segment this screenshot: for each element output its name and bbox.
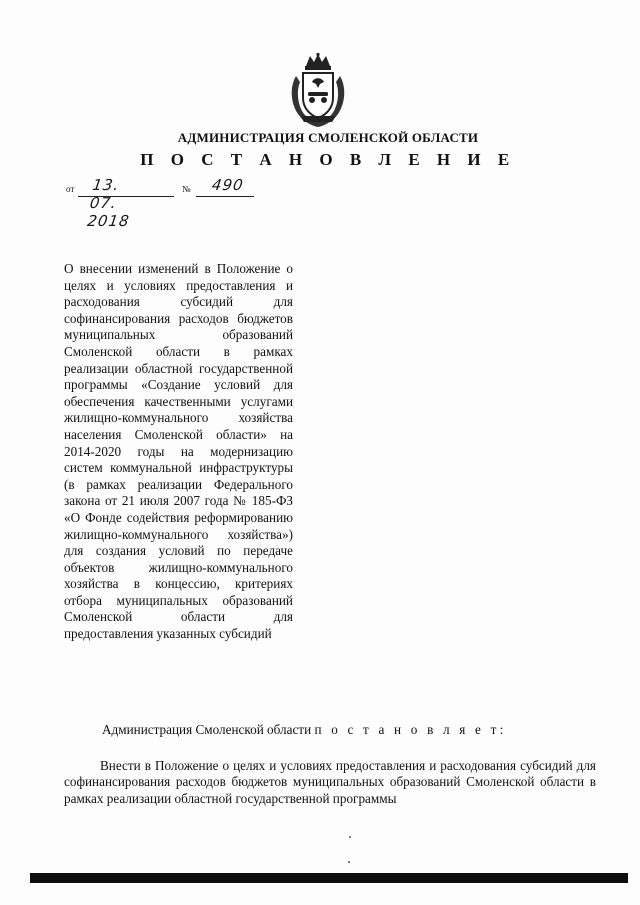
document-type-title: П О С Т А Н О В Л Е Н И Е (140, 150, 516, 169)
scan-edge-bar (30, 873, 628, 883)
number-value: 490 (210, 176, 245, 194)
body-paragraph (64, 758, 596, 807)
body-paragraph-text: Внести в Положение о целях и условиях предоставления и расходования субсидий для софинансирования расходов бюджетов муниципальных образований Смоленской области в рамках реализации областной государственной программы (64, 758, 596, 806)
number-underline (196, 196, 254, 197)
date-value: 13. 07. 2018 (86, 176, 131, 230)
preamble-line (102, 722, 506, 738)
subject-text: О внесении изменений в Положение о целях и условиях предоставления и расходования субсидий для софинансирования расходов бюджетов муниципальных образований Смоленской области в рамках реализации областной государственной программы «Создание условий для обеспечения качественными услугами жилищно-коммунального хозяйства населения Смоленской области» на 2014-2020 годы на модернизацию систем коммунальной инфраструктуры (в рамках реализации Федерального закона от 21 июля 2007 года № 185-ФЗ «О Фонде содействия реформированию жилищно-коммунального хозяйства») для создания условий по передаче объектов жилищно-коммунального хозяйства в концессию, критериях отбора муниципальных образований Смоленской области для предоставления указанных субсидий (64, 261, 293, 642)
coat-of-arms-icon (286, 52, 350, 128)
organization-name: АДМИНИСТРАЦИЯ СМОЛЕНСКОЙ ОБЛАСТИ (177, 130, 479, 145)
preamble-text: Администрация Смоленской области (102, 722, 312, 737)
subject-block (64, 261, 293, 643)
scan-speck (349, 836, 351, 838)
number-label: № (182, 184, 191, 194)
scan-speck (348, 861, 350, 863)
preamble-verb: п о с т а н о в л я е т: (314, 722, 507, 737)
date-label: от (66, 184, 75, 194)
